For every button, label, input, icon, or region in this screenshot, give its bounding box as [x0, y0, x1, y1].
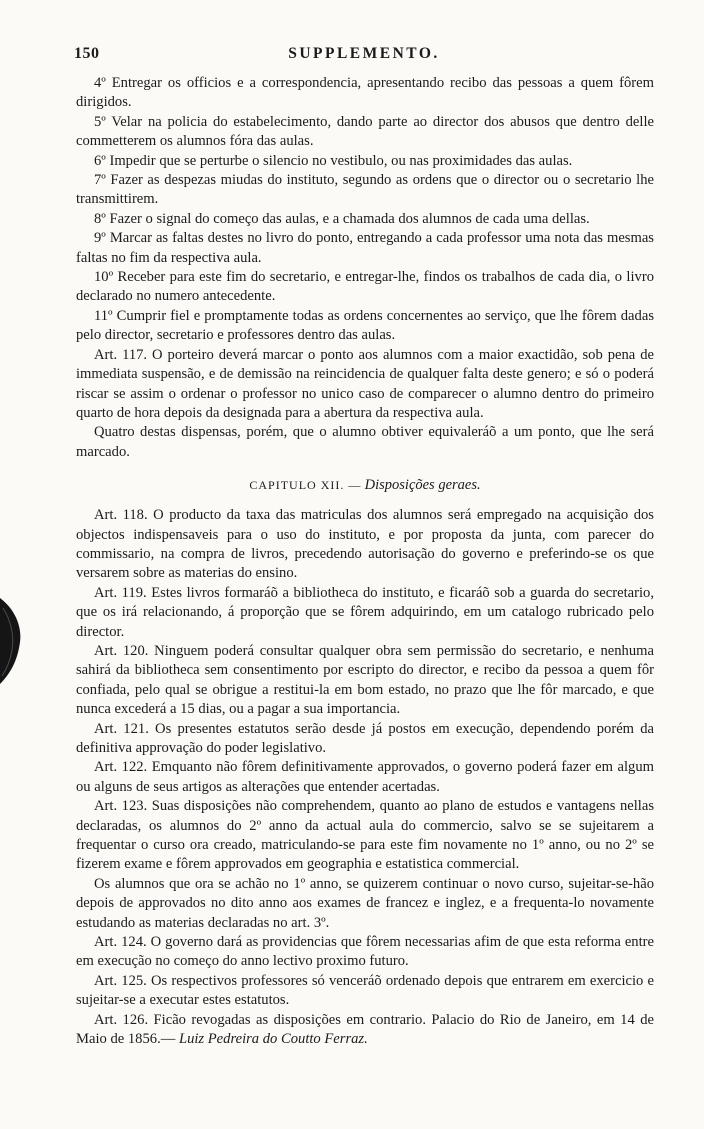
paragraph: 6º Impedir que se perturbe o silencio no vestibulo, ou nas proximidades das aulas.	[94, 152, 573, 169]
paragraph: Art. 124. O governo dará as providencias que fôrem necessarias afim de que esta reforma entre em execução no começo do anno lectivo proximo futuro.	[76, 934, 654, 970]
paragraph: 5º Velar na policia do estabelecimento, dando parte ao director dos abusos que dentro delle commetterem os alumnos fóra das aulas.	[76, 113, 654, 150]
paragraph: Quatro destas dispensas, porém, que o alumno obtiver equivaleráõ a um ponto, que lhe será marcado.	[76, 424, 654, 460]
paragraph: Art. 117. O porteiro deverá marcar o ponto aos alumnos com a maior exactidão, sob pena de immediata suspensão, e de demissão na reincidencia de qualquer falta deste genero; e só o poderá riscar se assim o ordenar o professor no unico caso de comparecer o alumno dentro do primeiro quarto de hora depois da designada para a abertura da respectiva aula.	[76, 346, 654, 421]
closing-text: Art. 126. Ficão revogadas as disposições em contrario. Palacio do Rio de Janeiro, em 14 de Maio de 1856.—	[76, 1011, 654, 1048]
paragraph: 8º Fazer o signal do começo das aulas, e a chamada dos alumnos de cada uma dellas.	[94, 210, 590, 227]
page-header	[74, 45, 654, 67]
binding-shadow-mark	[0, 598, 24, 684]
paragraph: Art. 121. Os presentes estatutos serão desde já postos em execução, dependendo porém da definitiva approvação do poder legislativo.	[76, 720, 654, 756]
paragraph: 11º Cumprir fiel e promptamente todas as ordens concernentes ao serviço, que lhe fôrem dadas pelo director, secretario e professores dentro das aulas.	[76, 307, 654, 344]
chapter-heading	[76, 476, 654, 494]
body-text	[76, 74, 654, 1050]
chapter-subtitle: Disposições geraes.	[364, 477, 481, 494]
signature: Luiz Pedreira do Coutto Ferraz.	[178, 1031, 368, 1048]
paragraph: Art. 122. Emquanto não fôrem definitivamente approvados, o governo poderá fazer em algum ou alguns de seus artigos as alterações que entender acertadas.	[76, 759, 654, 795]
paragraph: 7º Fazer as despezas miudas do instituto, segundo as ordens que o director ou o secretario lhe transmittirem.	[76, 172, 654, 208]
paragraph: Art. 120. Ninguem poderá consultar qualquer obra sem permissão do secretario, e nenhuma sahirá da bibliotheca sem consentimento por escripto do director, e recibo da pessoa a quem fôr confiada, pelo qual se obrigue a restitui-la em bom estado, no prazo que lhe fôr marcado, e que nunca excederá a 15 dias, ou a pagar a sua importancia.	[76, 642, 654, 718]
closing-paragraph	[76, 1011, 654, 1050]
paragraph: 4º Entregar os officios e a correspondencia, apresentando recibo das pessoas a quem fôrem dirigidos.	[76, 75, 654, 111]
paragraph: 9º Marcar as faltas destes no livro do ponto, entregando a cada professor uma nota das mesmas faltas no fim da respectiva aula.	[76, 230, 654, 266]
chapter-label: CAPITULO XII. —	[249, 478, 362, 493]
page-number: 150	[74, 45, 100, 62]
paragraph: Art. 118. O producto da taxa das matriculas dos alumnos será empregado na acquisição dos objectos indispensaveis para o uso do instituto, e por proposta da junta, com parecer do commissario, na compra de livros, precedendo autorisação do governo e preferindo-se os que versarem sobre as materias do ensino.	[76, 507, 654, 582]
paragraph: Os alumnos que ora se achão no 1º anno, se quizerem continuar o novo curso, sujeitar-se-hão depois de approvados no dito anno aos exames de francez e inglez, e a frequenta-lo novamente estudando as materias declaradas no art. 3º.	[76, 875, 654, 931]
paragraph: Art. 119. Estes livros formaráõ a bibliotheca do instituto, e ficaráõ sob a guarda do secretario, que os irá relacionando, á proporção que se fôrem adquirindo, em um catalogo rubricado pelo director.	[76, 584, 654, 640]
running-title: SUPPLEMENTO.	[288, 45, 440, 62]
paragraph: Art. 123. Suas disposições não comprehendem, quanto ao plano de estudos e vantagens nellas declaradas, os alumnos do 2º anno da actual aula do commercio, salvo se se sujeitarem a frequentar o curso ora creado, matriculando-se para este fim novamente no 1º anno, ou no 2º se fizerem exame e fôrem approvados em geographia e estatistica commercial.	[76, 798, 654, 873]
paragraph: 10º Receber para este fim do secretario, e entregar-lhe, findos os trabalhos de cada dia, o livro declarado no numero antecedente.	[76, 269, 654, 305]
paragraph: Art. 125. Os respectivos professores só venceráõ ordenado depois que entrarem em exercicio e sujeitar-se a executar estes estatutos.	[76, 972, 654, 1009]
